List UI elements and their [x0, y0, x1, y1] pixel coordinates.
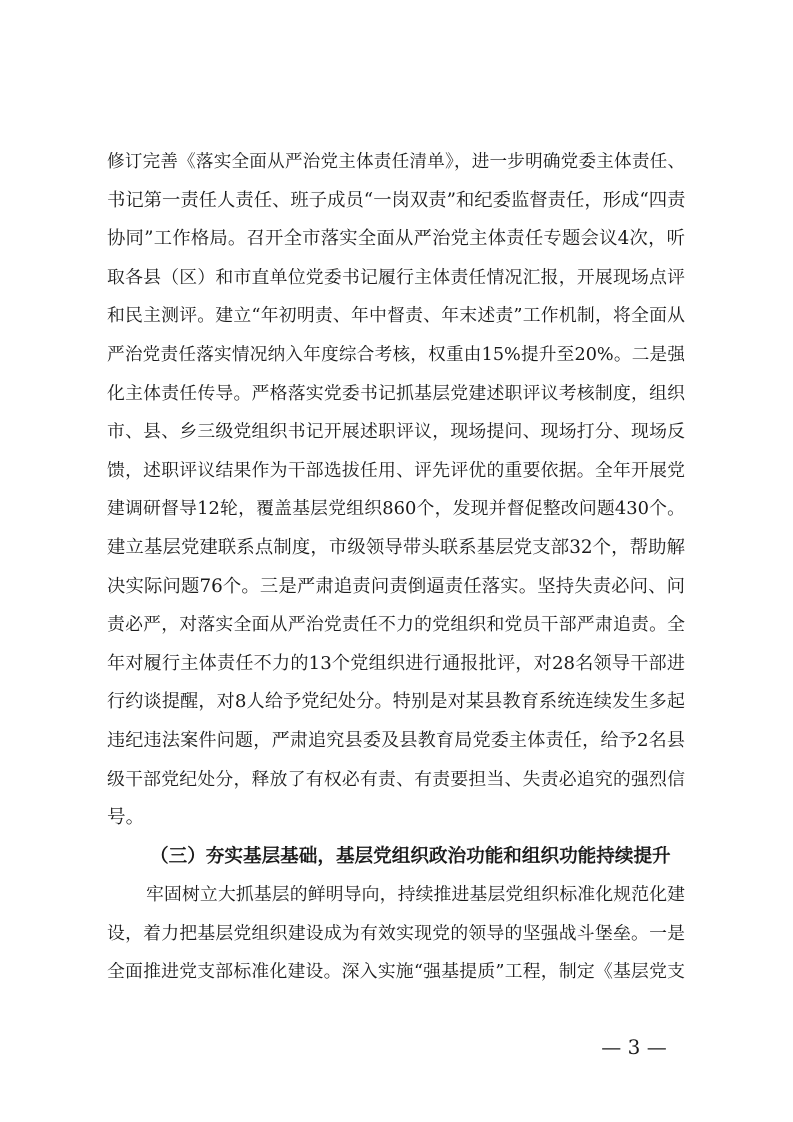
text-line: 全面推进党支部标准化建设。深入实施“强基提质”工程，制定《基层党支: [107, 961, 685, 983]
text-line: 取各县（区）和市直单位党委书记履行主体责任情况汇报，开展现场点评: [107, 266, 685, 288]
text-line: 建调研督导12轮，覆盖基层党组织860个，发现并督促整改问题430个。: [107, 498, 685, 520]
text-line: 号。: [107, 807, 145, 829]
text-line: 馈，述职评议结果作为干部选拔任用、评先评优的重要依据。全年开展党: [107, 459, 685, 481]
text-line: 牢固树立大抓基层的鲜明导向，持续推进基层党组织标准化规范化建: [146, 884, 685, 906]
text-line: 市、县、乡三级党组织书记开展述职评议，现场提问、现场打分、现场反: [107, 421, 685, 443]
text-line: 行约谈提醒，对8人给予党纪处分。特别是对某县教育系统连续发生多起: [107, 691, 685, 713]
text-line: 建立基层党建联系点制度，市级领导带头联系基层党支部32个，帮助解: [107, 536, 685, 558]
text-line: 书记第一责任人责任、班子成员“一岗双责”和纪委监督责任，形成“四责: [107, 189, 685, 211]
section-heading: （三）夯实基层基础，基层党组织政治功能和组织功能持续提升: [150, 845, 671, 867]
text-line: 决实际问题76个。三是严肃追责问责倒逼责任落实。坚持失责必问、问: [107, 575, 685, 597]
page-number: — 3 —: [601, 1035, 667, 1059]
text-line: 修订完善《落实全面从严治党主体责任清单》，进一步明确党委主体责任、: [107, 152, 685, 172]
text-line: 化主体责任传导。严格落实党委书记抓基层党建述职评议考核制度，组织: [107, 382, 685, 404]
text-line: 违纪违法案件问题，严肃追究县委及县教育局党委主体责任，给予2名县: [107, 729, 685, 751]
text-line: 设，着力把基层党组织建设成为有效实现党的领导的坚强战斗堡垒。一是: [107, 922, 685, 944]
text-line: 协同”工作格局。召开全市落实全面从严治党主体责任专题会议4次，听: [107, 228, 685, 250]
text-line: 严治党责任落实情况纳入年度综合考核，权重由15%提升至20%。二是强: [107, 344, 685, 365]
paragraph-2: [107, 876, 685, 992]
document-body: [107, 143, 685, 992]
text-line: 年对履行主体责任不力的13个党组织进行通报批评，对28名领导干部进: [107, 652, 685, 674]
paragraph-1: [107, 143, 685, 838]
text-line: 和民主测评。建立“年初明责、年中督责、年末述责”工作机制，将全面从: [107, 305, 685, 327]
text-line: 责必严，对落实全面从严治党责任不力的党组织和党员干部严肃追责。全: [107, 614, 685, 636]
text-line: 级干部党纪处分，释放了有权必有责、有责要担当、失责必追究的强烈信: [107, 768, 685, 790]
